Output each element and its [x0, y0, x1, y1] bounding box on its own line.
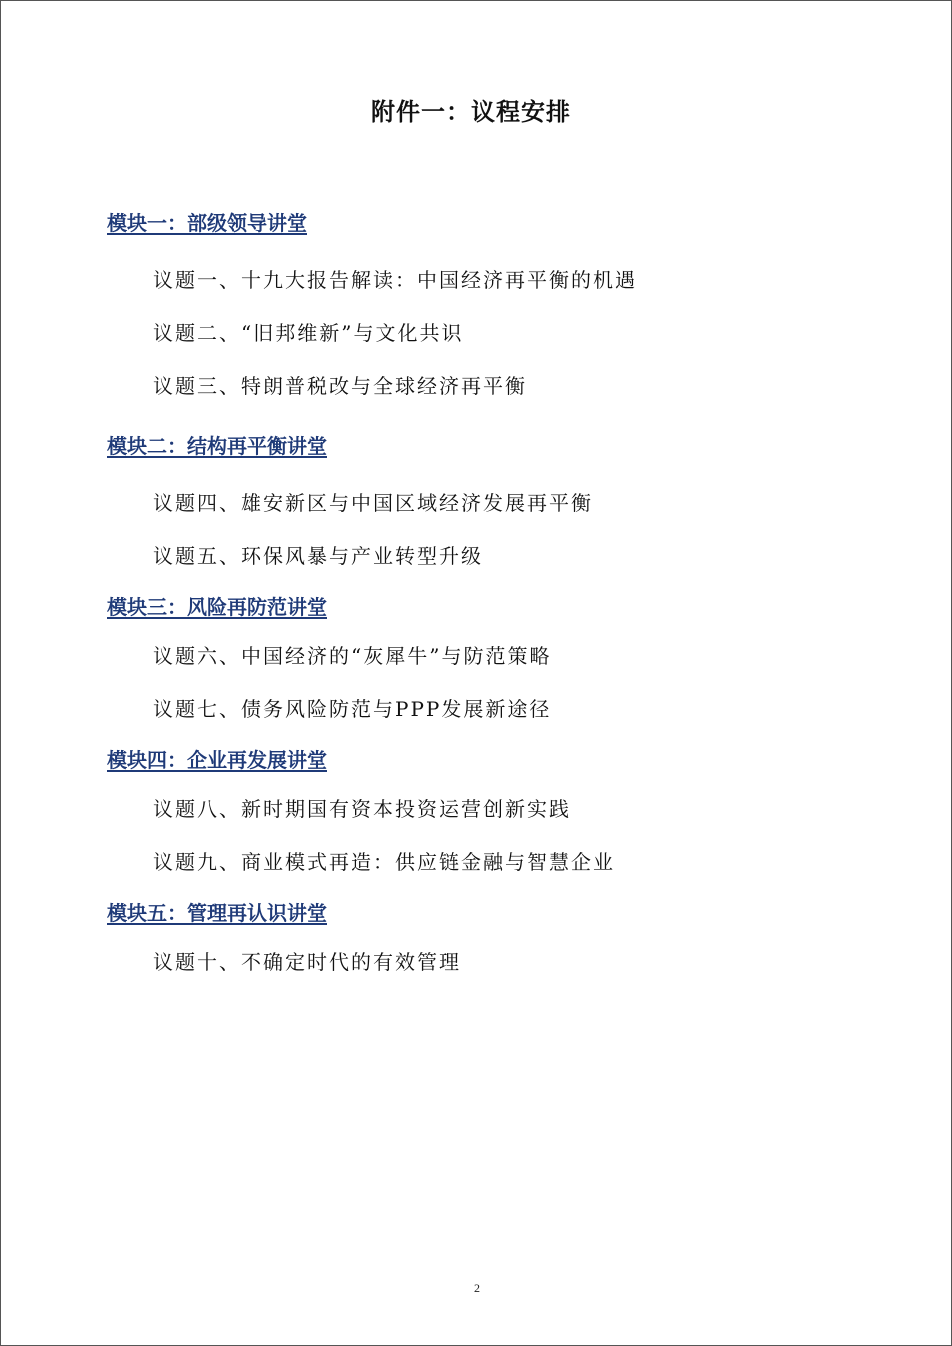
module-heading-2: 模块二：结构再平衡讲堂	[107, 434, 327, 458]
module-heading-5: 模块五：管理再认识讲堂	[107, 901, 327, 925]
topic-item: 议题七、债务风险防范与PPP发展新途径	[153, 697, 552, 721]
module-heading-4: 模块四：企业再发展讲堂	[107, 748, 327, 772]
module-heading-1: 模块一：部级领导讲堂	[107, 211, 307, 235]
topic-item: 议题四、雄安新区与中国区域经济发展再平衡	[153, 491, 593, 515]
page-title: 附件一：议程安排	[371, 98, 571, 126]
topic-item: 议题六、中国经济的“灰犀牛”与防范策略	[153, 644, 552, 668]
topic-item: 议题三、特朗普税改与全球经济再平衡	[153, 374, 527, 398]
topic-item: 议题八、新时期国有资本投资运营创新实践	[153, 797, 571, 821]
topic-item: 议题一、十九大报告解读：中国经济再平衡的机遇	[153, 268, 637, 292]
module-heading-3: 模块三：风险再防范讲堂	[107, 595, 327, 619]
topic-item: 议题五、环保风暴与产业转型升级	[153, 544, 483, 568]
page-number: 2	[474, 1281, 480, 1295]
topic-item: 议题九、商业模式再造：供应链金融与智慧企业	[153, 850, 615, 874]
topic-item: 议题十、不确定时代的有效管理	[153, 950, 461, 974]
topic-item: 议题二、“旧邦维新”与文化共识	[153, 321, 464, 345]
